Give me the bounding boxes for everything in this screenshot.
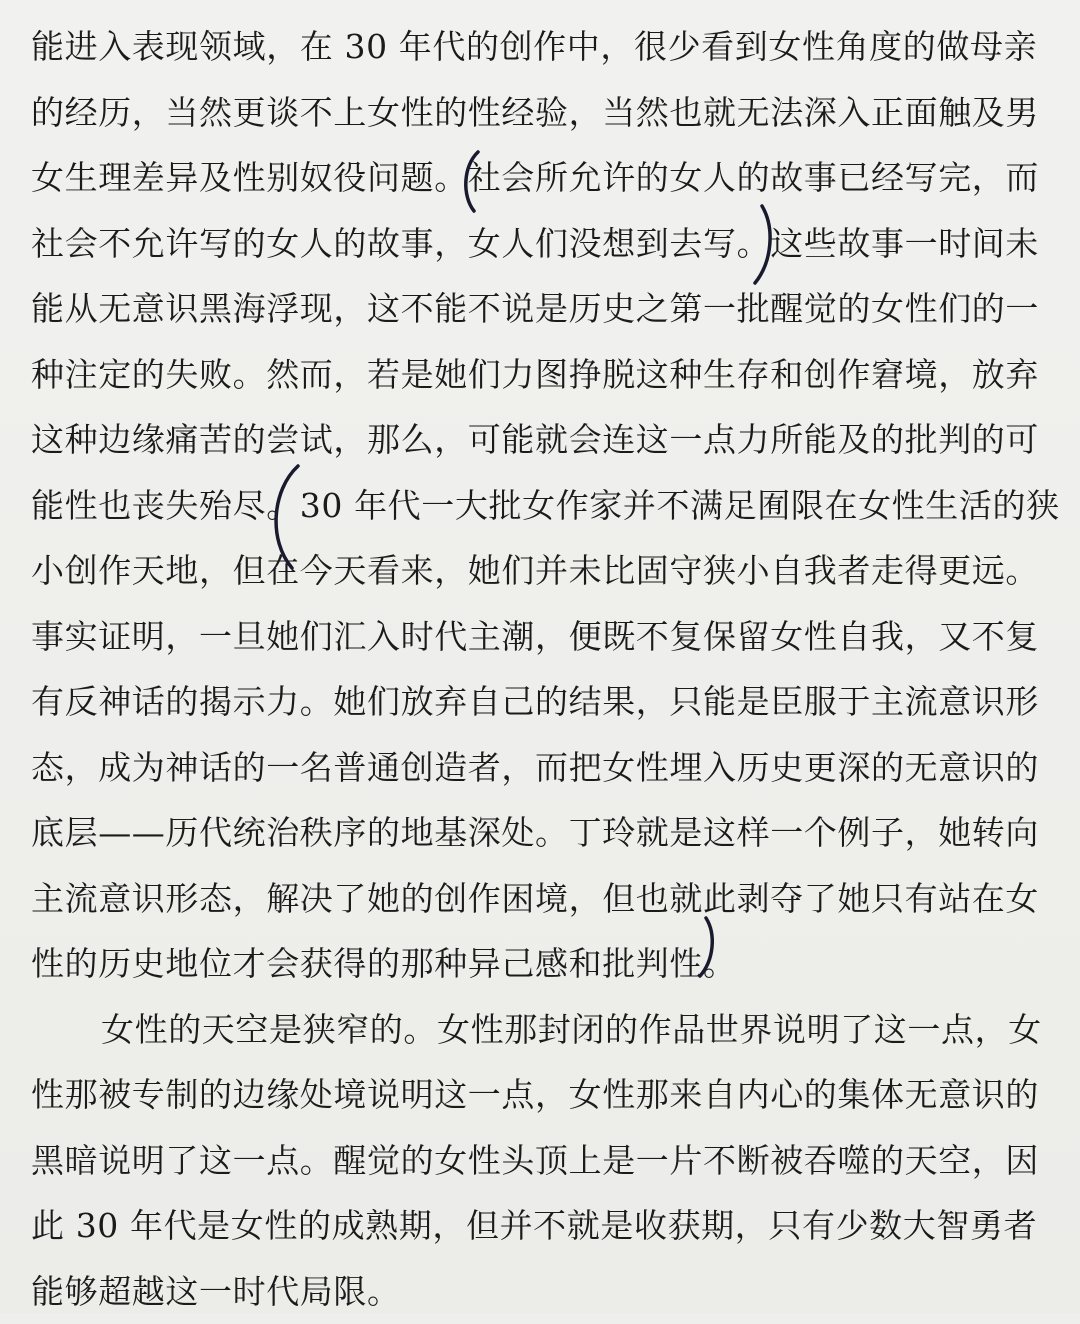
text-line: 能进入表现领域，在 30 年代的创作中，很少看到女性角度的做母亲	[31, 14, 1050, 80]
text-line: 女生理差异及性别奴役问题。社会所允许的女人的故事已经写完，而	[31, 145, 1050, 211]
text-line: 态，成为神话的一名普通创造者，而把女性埋入历史更深的无意识的	[31, 735, 1050, 801]
text-line: 主流意识形态，解决了她的创作困境，但也就此剥夺了她只有站在女	[31, 866, 1050, 932]
text-line: 性那被专制的边缘处境说明这一点，女性那来自内心的集体无意识的	[31, 1062, 1050, 1128]
text-line: 事实证明，一旦她们汇入时代主潮，便既不复保留女性自我，又不复	[31, 604, 1050, 670]
text-line: 此 30 年代是女性的成熟期，但并不就是收获期，只有少数大智勇者	[31, 1193, 1050, 1259]
text-line: 这种边缘痛苦的尝试，那么，可能就会连这一点力所能及的批判的可	[31, 407, 1050, 473]
text-line: 性的历史地位才会获得的那种异己感和批判性。	[31, 931, 1050, 997]
text-line: 女性的天空是狭窄的。女性那封闭的作品世界说明了这一点，女	[31, 997, 1050, 1063]
text-line: 能性也丧失殆尽。30 年代一大批女作家并不满足囿限在女性生活的狭	[31, 473, 1050, 539]
text-line: 黑暗说明了这一点。醒觉的女性头顶上是一片不断被吞噬的天空，因	[31, 1128, 1050, 1194]
text-line: 社会不允许写的女人的故事，女人们没想到去写。这些故事一时间未	[31, 211, 1050, 277]
text-line: 的经历，当然更谈不上女性的性经验，当然也就无法深入正面触及男	[31, 80, 1050, 146]
text-line: 种注定的失败。然而，若是她们力图挣脱这种生存和创作窘境，放弃	[31, 342, 1050, 408]
text-line: 能够超越这一时代局限。	[31, 1259, 1050, 1324]
text-line: 有反神话的揭示力。她们放弃自己的结果，只能是臣服于主流意识形	[31, 669, 1050, 735]
paragraph-2	[31, 997, 1050, 1324]
text-line: 能从无意识黑海浮现，这不能不说是历史之第一批醒觉的女性们的一	[31, 276, 1050, 342]
paragraph-1	[31, 14, 1050, 997]
text-line: 小创作天地，但在今天看来，她们并未比固守狭小自我者走得更远。	[31, 538, 1050, 604]
text-line: 底层——历代统治秩序的地基深处。丁玲就是这样一个例子，她转向	[31, 800, 1050, 866]
